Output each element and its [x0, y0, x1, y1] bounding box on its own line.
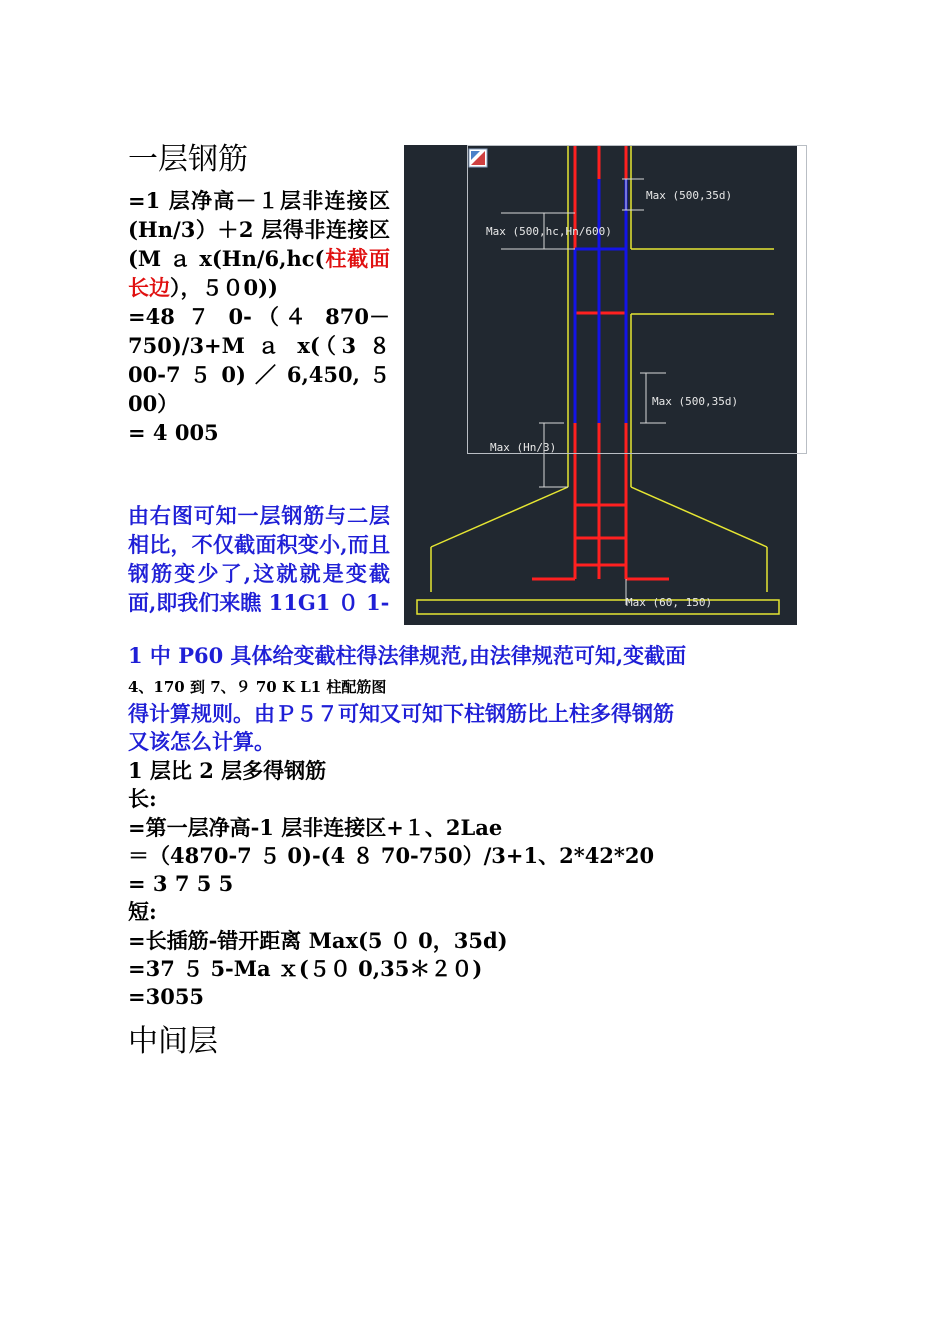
formula-block	[128, 186, 390, 447]
calc-line: =37 ５ 5-Ma ｘ(５０ 0,35＊２０)	[128, 956, 483, 981]
dim-label-top: Max (500,35d)	[646, 189, 733, 202]
formula-result: = 4 005	[128, 420, 219, 445]
blue-paragraph-line-3: 得计算规则。由Ｐ５７可知又可知下柱钢筋比上柱多得钢筋	[128, 701, 674, 726]
calc-line: =3055	[128, 984, 205, 1009]
calc-line: ＝（4870-7 ５ 0)-(4 ８ 70-750）/3+1、2*42*20	[128, 843, 655, 868]
blue-paragraph: 由右图可知一层钢筋与二层相比，不仅截面积变小,而且钢筋变少了,这就就是变截面,即我们来瞧 11G1 ０ 1-	[128, 503, 390, 615]
section-title-middle-floor: 中间层	[128, 1024, 218, 1059]
dim-label-bottom: Max (60, 150)	[626, 596, 713, 609]
section-title-first-floor: 一层钢筋	[128, 142, 248, 177]
calc-line: =长插筋-错开距离 Max(5 ０ 0，35d)	[128, 928, 508, 953]
dim-label-mid: Max (500,35d)	[652, 395, 739, 408]
blue-paragraph-full-line: 1 中 P60 具体给变截柱得法律规范,由法律规范可知,变截面	[128, 643, 687, 668]
formula-line-2: =48 ７ 0-（４ 870－750)/3+M ａ x(（3 ８00-7 ５ 0) ／ 6,450, ５00）	[128, 304, 390, 416]
dim-label-hn3: Max (Hn/3)	[490, 441, 557, 454]
figure-caption-line: 4、170 到 7、９ 70 K L1 柱配筋图	[128, 678, 387, 696]
calc-line: = 3 7 5 5	[128, 871, 234, 896]
calc-line: 短:	[128, 899, 157, 924]
dim-label-left: Max (500,hc,Hn/600)	[486, 225, 612, 238]
formula-line-1: =1 层净高－１层非连接区(Hn/3）＋2 层得非连接区(M ａ x(Hn/6,hc(柱截面长边），５０0))	[128, 188, 391, 300]
calc-line: 1 层比 2 层多得钢筋	[128, 758, 327, 783]
broken-image-icon	[469, 149, 487, 167]
calc-line: 长:	[128, 786, 157, 811]
blue-paragraph-line-4: 又该怎么计算。	[128, 729, 275, 754]
highlight-text: 柱截面长边	[128, 246, 391, 300]
calc-line: =第一层净高-1 层非连接区+１、2Lae	[128, 815, 503, 840]
rebar-cad-drawing	[404, 145, 797, 625]
